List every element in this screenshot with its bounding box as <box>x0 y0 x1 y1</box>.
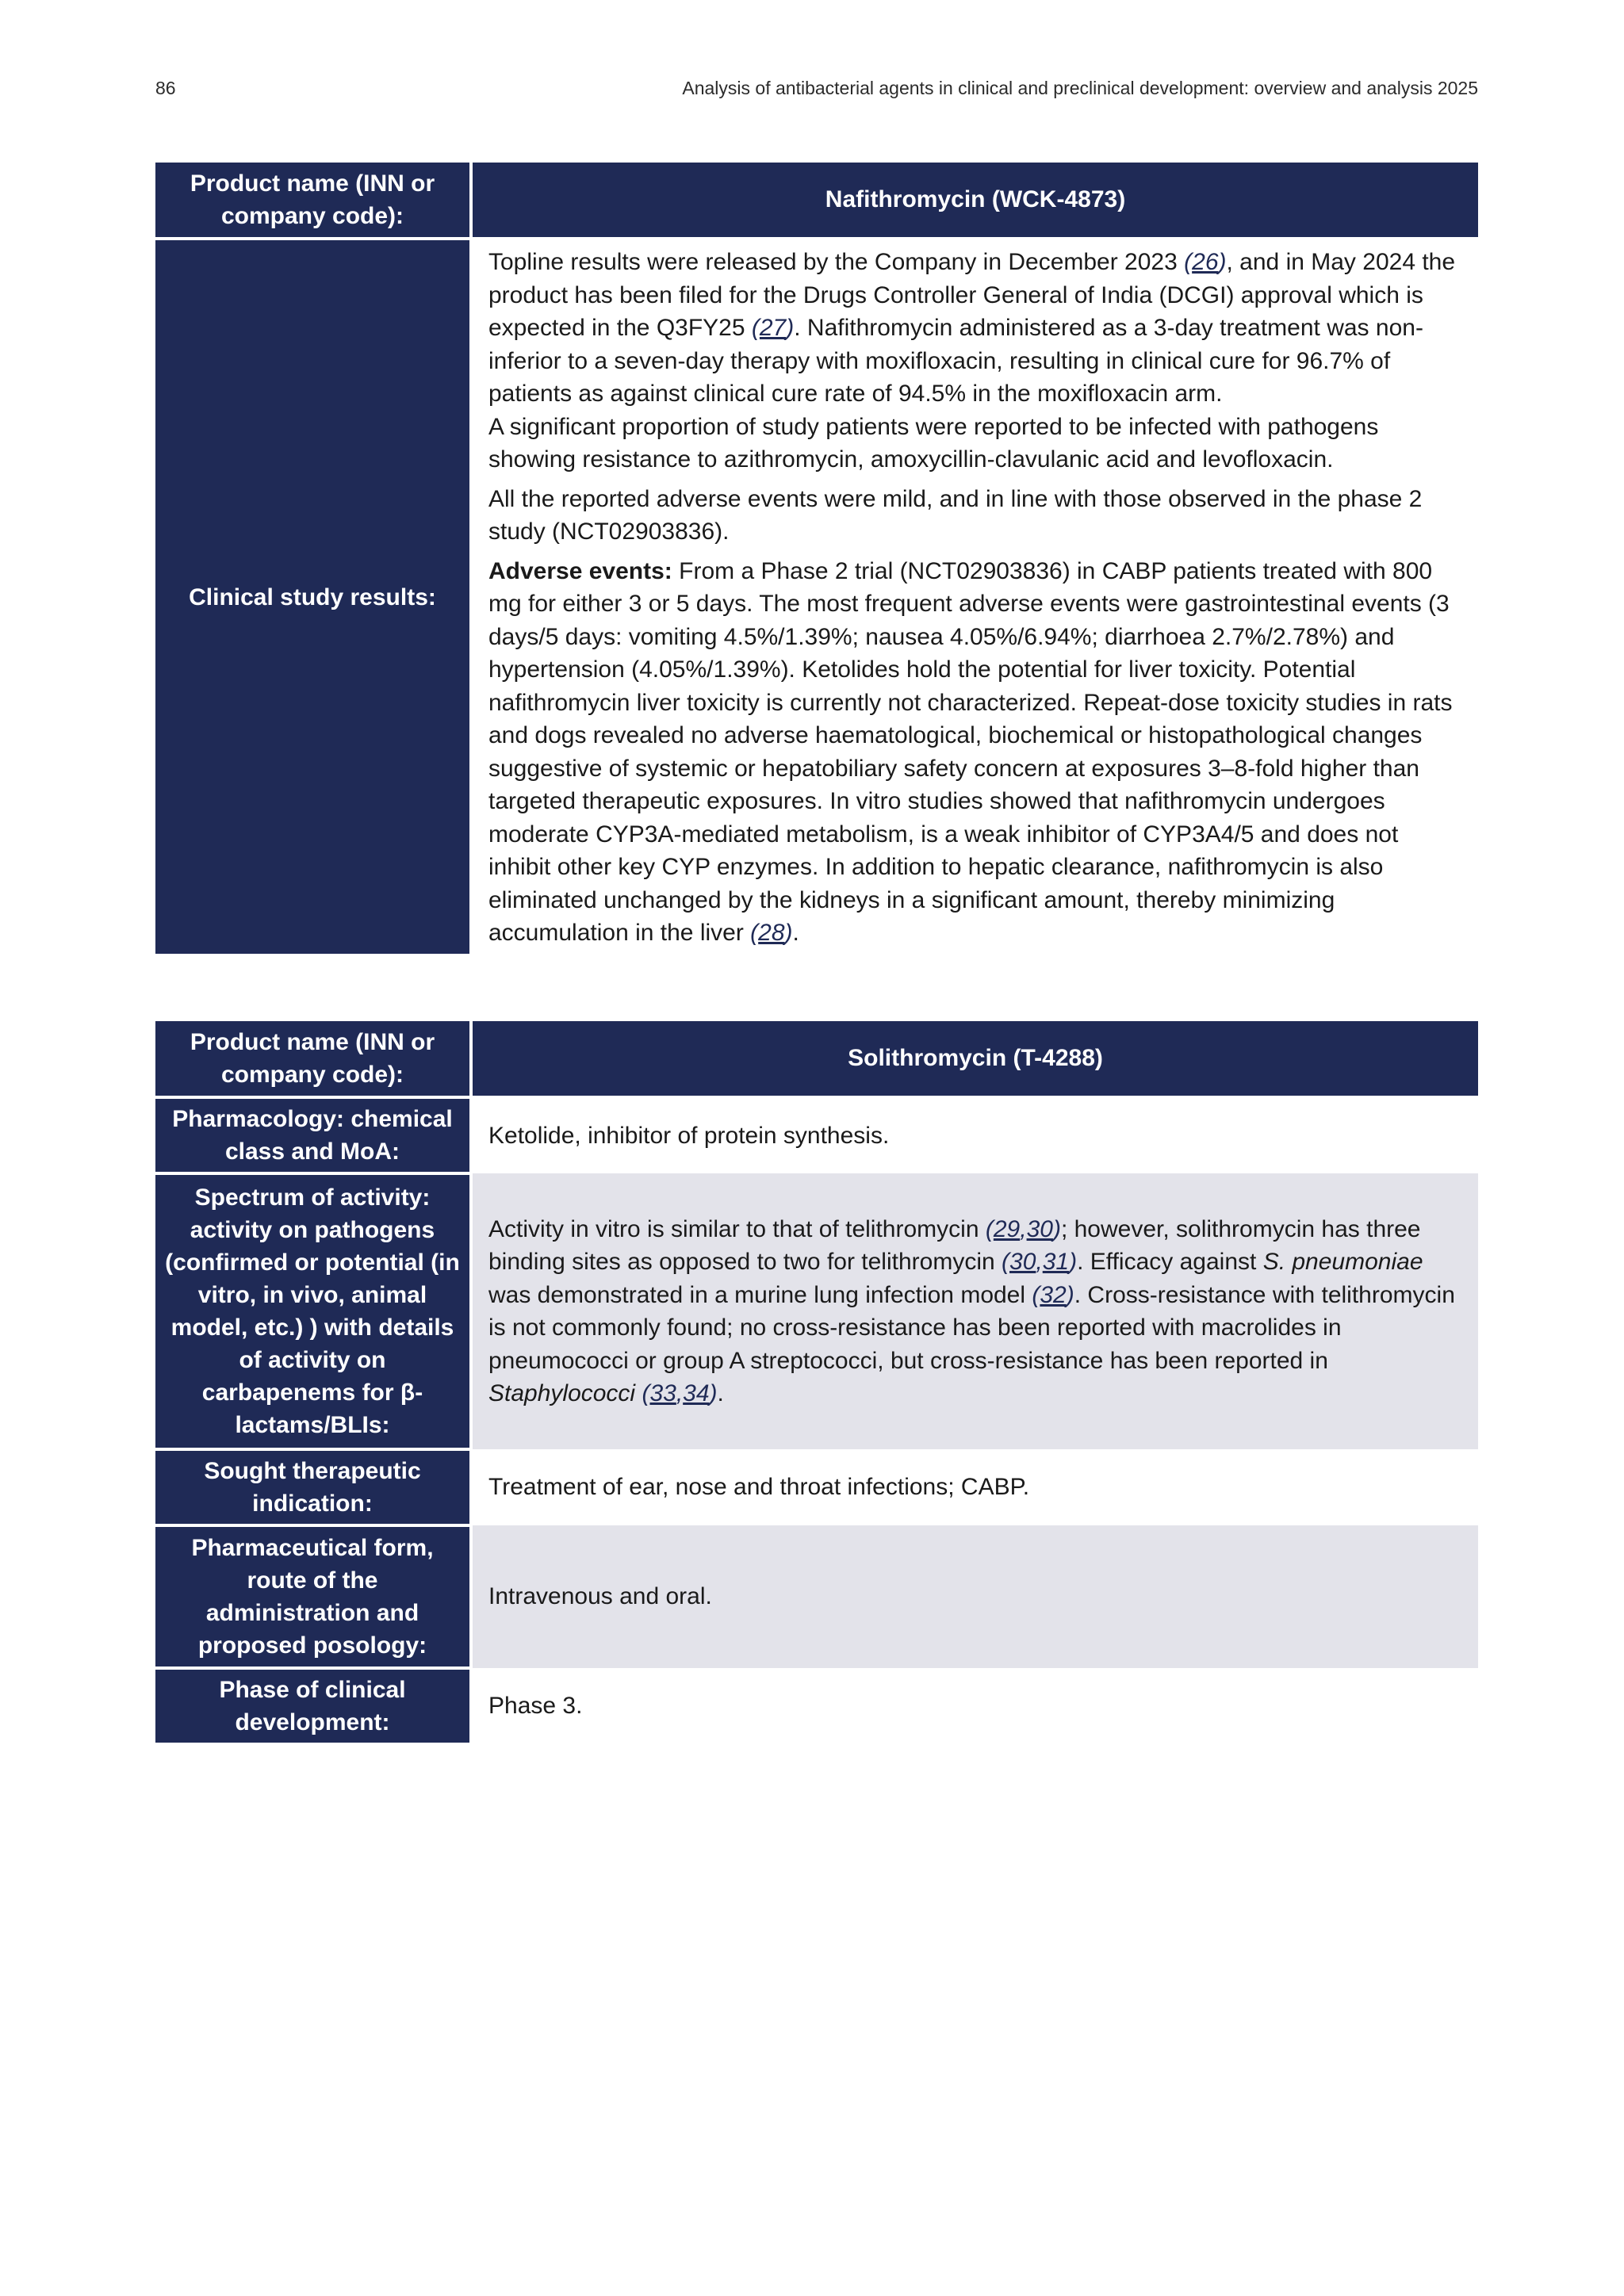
spectrum-label: Spectrum of activity: activity on pathogens (confirmed or potential (in vitro, in vivo, animal model, etc.) ) with details of activity on carbapenems for β-lactams/BLIs: <box>155 1173 471 1449</box>
product-name-label: Product name (INN or company code): <box>155 1021 471 1097</box>
reference-link[interactable]: 30 <box>1026 1215 1053 1242</box>
spectrum-value: Activity in vitro is similar to that of telithromycin (29,30); however, solithromycin has three binding sites as opposed to two for telithromycin (30,31). Efficacy against S. pneumoniae was demonstrated in a murine lung infection model (32). Cross-resistance with telithromycin is not commonly found; no cross-resistance has been reported with macrolides in pneumococci or group A streptococci, but cross-resistance has been reported in Staphylococci (33,34). <box>471 1173 1478 1449</box>
clinical-paragraph-3: Adverse events: From a Phase 2 trial (NCT02903836) in CABP patients treated with 800 mg for either 3 or 5 days. The most frequent adverse events were gastrointestinal events (3 days/5 days: vomiting 4.5%/1.39%; nausea 4.05%/6.94%; diarrhoea 2.7%/2.78%) and hypertension (4.05%/1.39%). Ketolides hold the potential for liver toxicity. Potential nafithromycin liver toxicity is currently not characterized. Repeat-dose toxicity studies in rats and dogs revealed no adverse haematological, biochemical or histopathological changes suggestive of systemic or hepatobiliary safety concern at exposures 3–8-fold higher than targeted therapeutic exposures. In vitro studies showed that nafithromycin undergoes moderate CYP3A-mediated metabolism, is a weak inhibitor of CYP3A4/5 and does not inhibit other key CYP enzymes. In addition to hepatic clearance, nafithromycin is also eliminated unchanged by the kidneys in a significant amount, thereby minimizing accumulation in the liver (28). <box>488 557 1453 947</box>
page-number: 86 <box>155 78 176 98</box>
reference-link[interactable]: 29 <box>993 1215 1021 1242</box>
pharmaceutical-form-value: Intravenous and oral. <box>471 1525 1478 1668</box>
reference-link[interactable]: 28 <box>758 920 785 947</box>
nafithromycin-table <box>155 163 1478 957</box>
product-name-value: Nafithromycin (WCK-4873) <box>471 163 1478 239</box>
indication-value: Treatment of ear, nose and throat infections; CABP. <box>488 1474 1030 1501</box>
clinical-phase-value: Phase 3. <box>488 1693 583 1720</box>
running-title: Analysis of antibacterial agents in clinical and preclinical development: overview and analysis 2025 <box>682 78 1478 98</box>
pharmacology-value: Ketolide, inhibitor of protein synthesis. <box>488 1123 890 1150</box>
clinical-phase-label: Phase of clinical development: <box>155 1668 471 1744</box>
reference-link[interactable]: 30 <box>1009 1249 1036 1275</box>
solithromycin-table <box>155 1021 1478 1746</box>
clinical-study-results <box>471 239 1478 955</box>
clinical-paragraph-2: All the reported adverse events were mild, and in line with those observed in the phase 2 study (NCT02903836). <box>488 485 1423 545</box>
clinical-paragraph-1: Topline results were released by the Company in December 2023 (26), and in May 2024 the product has been filed for the Drugs Controller General of India (DCGI) approval which is expected in the Q3FY25 (27). Nafithromycin administered as a 3-day treatment was non-inferior to a seven-day therapy with moxifloxacin, resulting in clinical cure for 96.7% of patients as against clinical cure rate of 94.5% in the moxifloxacin arm. A significant proportion of study patients were reported to be infected with pathogens showing resistance to azithromycin, amoxycillin-clavulanic acid and levofloxacin. <box>488 249 1456 473</box>
reference-link[interactable]: 27 <box>759 315 787 342</box>
clinical-study-label: Clinical study results: <box>155 239 471 955</box>
reference-link[interactable]: 33 <box>649 1380 676 1406</box>
reference-link[interactable]: 34 <box>683 1380 710 1406</box>
reference-link[interactable]: 32 <box>1040 1281 1067 1308</box>
pharmacology-label: Pharmacology: chemical class and MoA: <box>155 1097 471 1173</box>
reference-link[interactable]: 26 <box>1192 249 1219 276</box>
pharmaceutical-form-label: Pharmaceutical form, route of the administration and proposed posology: <box>155 1525 471 1668</box>
reference-link[interactable]: 31 <box>1042 1249 1070 1275</box>
product-name-value: Solithromycin (T-4288) <box>471 1021 1478 1097</box>
product-name-label: Product name (INN or company code): <box>155 163 471 239</box>
indication-label: Sought therapeutic indication: <box>155 1449 471 1525</box>
page-header <box>155 78 1478 99</box>
